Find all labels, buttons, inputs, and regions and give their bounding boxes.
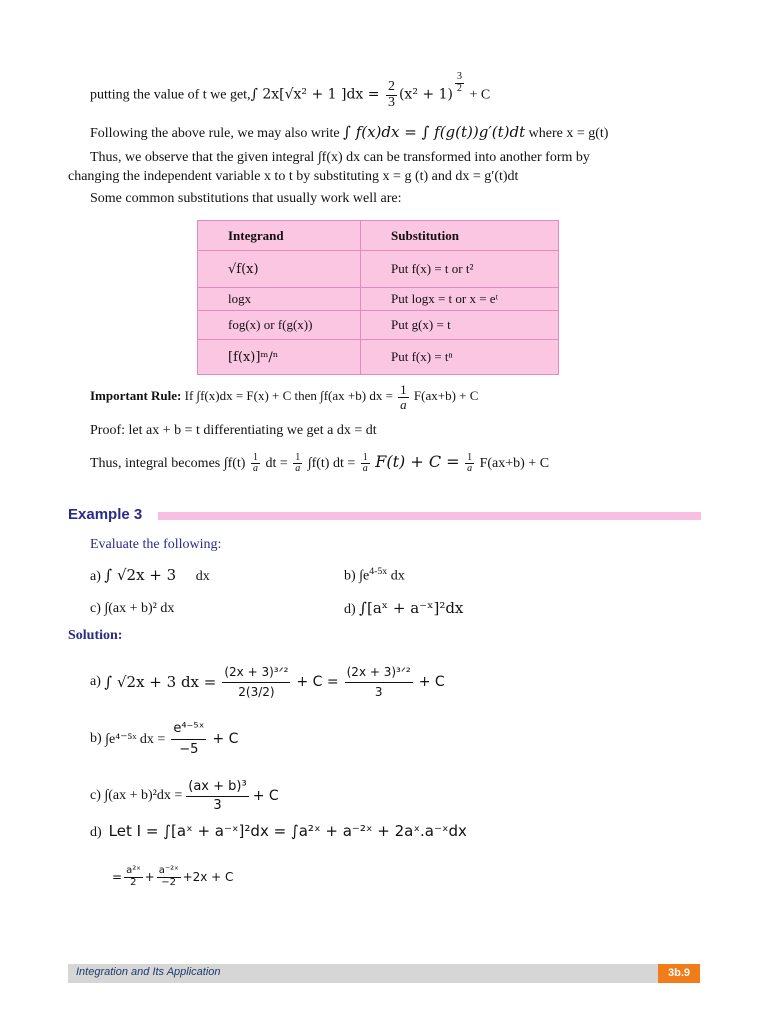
example-prompt: Evaluate the following:: [90, 537, 222, 552]
solution-c: c) ∫(ax + b)²dx = $\frac{\text{(ax + b)³}}{3}$ + C: [90, 778, 279, 813]
solution-label: Solution:: [68, 628, 123, 643]
result-tail-expression: (x² + 1): [398, 86, 453, 103]
solution-a-fraction-1: $\frac{\text{(2x + 3)³ᐟ²}}{2(3/2)}$: [224, 664, 289, 699]
fraction: $\frac{1}{a}$: [252, 451, 258, 475]
table-cell-integrand: [f(x)]ᵐ/ⁿ: [198, 340, 361, 375]
rule-lead-text: Following the above rule, we may also write: [90, 126, 340, 141]
footer-title: Integration and Its Application: [76, 966, 221, 978]
substitutions-intro: Some common substitutions that usually work well are:: [90, 191, 402, 206]
result-integral-expression: ∫ 2x[√x² + 1 ]dx =: [250, 86, 384, 103]
solution-d-fraction-1: $\frac{\text{a²ˣ}}{2}$: [126, 865, 141, 888]
solution-a-fraction-2: $\frac{\text{(2x + 3)³ᐟ²}}{3}$: [346, 664, 411, 699]
table-cell-integrand: fog(x) or f(g(x)): [198, 311, 361, 340]
proof-line: Proof: let ax + b = t differentiating we get a dx = dt: [90, 423, 377, 438]
solution-b-fraction: $\frac{\text{e⁴⁻⁵ˣ}}{-5}$: [173, 720, 205, 757]
table-cell-substitution: Put f(x) = t or t²: [361, 251, 559, 288]
result-lead-text: putting the value of t we get,: [90, 87, 251, 103]
page-number: 3b.9: [658, 964, 700, 983]
table-row: [198, 251, 559, 288]
substitution-result-line: [90, 71, 491, 110]
header-substitution: Substitution: [361, 221, 559, 251]
integral-becomes-line: Thus, integral becomes ∫f(t) $\frac{1}{a}$ dt = $\frac{1}{a}$ ∫f(t) dt = $\frac{1}{a}$ F(t) + C = $\frac{1}{a}$ F(ax+b) + C: [90, 451, 550, 475]
table-row: [198, 340, 559, 375]
fraction: $\frac{1}{a}$: [362, 451, 368, 475]
substitution-table: [197, 220, 559, 375]
table-row: [198, 311, 559, 340]
rule-fraction: $\frac{1}{a}$: [400, 382, 407, 412]
solution-c-fraction: $\frac{\text{(ax + b)³}}{3}$: [188, 778, 247, 813]
rule-tail-text: where x = g(t): [528, 126, 609, 141]
fraction: $\frac{1}{a}$: [467, 451, 473, 475]
rule-line: [90, 123, 608, 142]
table-cell-substitution: Put logx = t or x = eᵗ: [361, 288, 559, 311]
table-cell-integrand: √f(x): [198, 251, 361, 288]
important-rule-label: Important Rule:: [90, 388, 182, 404]
problem-c: c) ∫(ax + b)² dx: [90, 601, 175, 616]
solution-d-line-2: = $\frac{\text{a²ˣ}}{2}$ + $\frac{\text{a⁻²ˣ}}{-2}$ +2x + C: [112, 865, 234, 888]
important-rule: [90, 383, 478, 411]
paragraph-line-2: changing the independent variable x to t by substituting x = g (t) and dx = g′(t)dt: [68, 169, 519, 184]
substitution-formula: ∫ f(x)dx = ∫ f(g(t))g′(t)dt: [343, 123, 526, 141]
result-constant: + C: [469, 87, 491, 103]
table-row: [198, 288, 559, 311]
important-rule-text: If ∫f(x)dx = F(x) + C then ∫f(ax +b) dx =: [184, 388, 393, 404]
paragraph-line-1: Thus, we observe that the given integral ∫f(x) dx can be transformed into another form by: [90, 150, 590, 165]
header-integrand: Integrand: [198, 221, 361, 251]
example-title: Example 3: [68, 506, 143, 523]
table-cell-substitution: Put f(x) = tⁿ: [361, 340, 559, 375]
fraction: $\frac{1}{a}$: [295, 451, 301, 475]
problem-d: d) ∫[aˣ + a⁻ˣ]²dx: [344, 599, 464, 617]
table-cell-integrand: logx: [198, 288, 361, 311]
problem-b: b) $\int e^{4-5x}$ dx: [344, 566, 405, 584]
important-rule-result: F(ax+b) + C: [413, 388, 479, 404]
table-cell-substitution: Put g(x) = t: [361, 311, 559, 340]
solution-b: b) ∫e⁴⁻⁵ˣ dx = $\frac{\text{e⁴⁻⁵ˣ}}{-5}$ + C: [90, 720, 239, 757]
solution-a: a) ∫ √2x + 3 dx = $\frac{\text{(2x + 3)³ᐟ²}}{2(3/2)}$ + C = $\frac{\text{(2x + 3)³ᐟ²}}{3}$ + C: [90, 664, 445, 699]
solution-d-fraction-2: $\frac{\text{a⁻²ˣ}}{-2}$: [158, 865, 179, 888]
example-title-bar: [158, 512, 701, 520]
result-exponent-fraction: $\frac{3}{2}$: [456, 71, 462, 94]
result-fraction: $\frac{2}{3}$: [387, 79, 395, 110]
solution-d-line-1: d) Let I = ∫[aˣ + a⁻ˣ]²dx = ∫a²ˣ + a⁻²ˣ + 2aˣ.a⁻ˣdx: [90, 822, 467, 840]
table-header-row: [198, 221, 559, 251]
problem-a: a) ∫ √2x + 3 dx: [90, 566, 210, 584]
page-footer: [68, 964, 658, 983]
